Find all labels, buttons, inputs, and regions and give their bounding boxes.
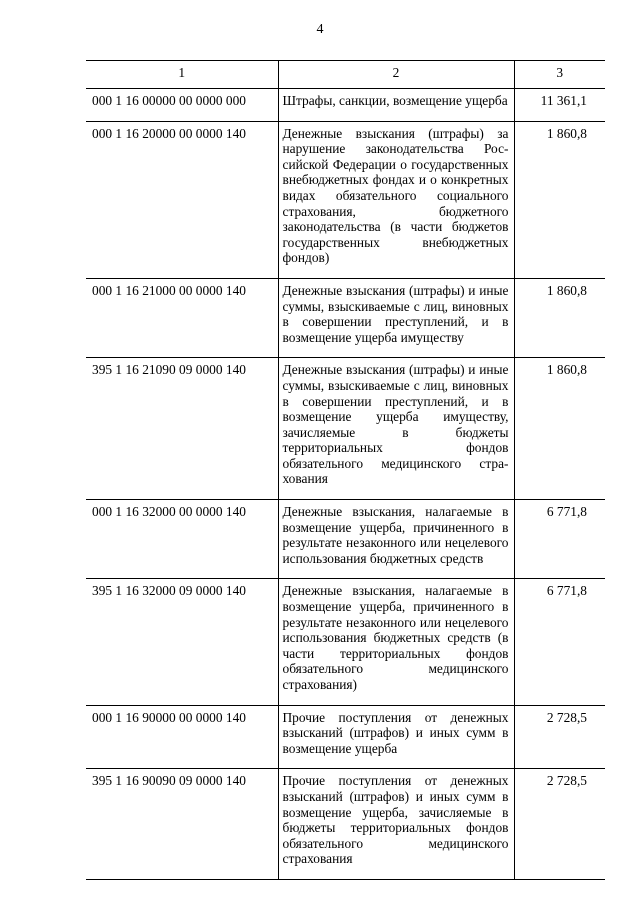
budget-code-cell: 000 1 16 20000 00 0000 140 — [86, 121, 278, 278]
table-row — [86, 358, 605, 500]
table-row — [86, 89, 605, 122]
header-row — [86, 61, 605, 89]
description-cell: Денежные взыскания (штрафы) и иные суммы, взыскиваемые с лиц, виновных в совершении преступлений, и в возмещение ущерба имуществу, зачисляемые в бюджеты территориальных фондов обязательного медицинского страхования — [278, 358, 514, 500]
table-row — [86, 579, 605, 705]
budget-code-cell: 000 1 16 32000 00 0000 140 — [86, 500, 278, 579]
amount-cell: 1 860,8 — [514, 121, 605, 278]
table-header — [86, 61, 605, 89]
column-header-1: 1 — [86, 61, 278, 89]
budget-code-cell: 395 1 16 21090 09 0000 140 — [86, 358, 278, 500]
table-row — [86, 500, 605, 579]
description-cell: Денежные взыскания, налагаемые в возмещение ущерба, причиненного в результате незаконного или нецелевого использования бюджетных средств — [278, 500, 514, 579]
description-cell: Штрафы, санкции, возмещение ущерба — [278, 89, 514, 122]
budget-code-cell: 000 1 16 21000 00 0000 140 — [86, 278, 278, 357]
table-row — [86, 705, 605, 769]
budget-code-cell: 395 1 16 32000 09 0000 140 — [86, 579, 278, 705]
table-row — [86, 121, 605, 278]
description-cell: Денежные взыскания, налагаемые в возмещение ущерба, причиненного в результате незаконного или нецелевого использования бюджетных средств (в части территориальных фондов обязательного медицинского страхования) — [278, 579, 514, 705]
amount-cell: 2 728,5 — [514, 705, 605, 769]
table-row — [86, 769, 605, 880]
description-cell: Прочие поступления от денежных взысканий (штрафов) и иных сумм в возмещение ущерба, зачисляемые в бюджеты территориальных фондов обязательного медицинского страхования — [278, 769, 514, 880]
table-body — [86, 89, 605, 880]
amount-cell: 6 771,8 — [514, 500, 605, 579]
amount-cell: 11 361,1 — [514, 89, 605, 122]
budget-code-cell: 395 1 16 90090 09 0000 140 — [86, 769, 278, 880]
amount-cell: 1 860,8 — [514, 278, 605, 357]
page-number: 4 — [316, 22, 324, 37]
description-cell: Денежные взыскания (штрафы) за нарушение законодательства Российской Федерации о государственных внебюджетных фондах и о конкретных видах обязательного социального страхования, бюджетного законодательства (в части бюджетов государственных внебюджетных фондов) — [278, 121, 514, 278]
budget-code-cell: 000 1 16 90000 00 0000 140 — [86, 705, 278, 769]
budget-revenue-table — [86, 60, 605, 880]
description-cell: Денежные взыскания (штрафы) и иные суммы, взыскиваемые с лиц, виновных в совершении преступлений, и в возмещение ущерба имуществу — [278, 278, 514, 357]
budget-code-cell: 000 1 16 00000 00 0000 000 — [86, 89, 278, 122]
table-row — [86, 278, 605, 357]
description-cell: Прочие поступления от денежных взысканий (штрафов) и иных сумм в возмещение ущерба — [278, 705, 514, 769]
amount-cell: 2 728,5 — [514, 769, 605, 880]
column-header-3: 3 — [514, 61, 605, 89]
column-header-2: 2 — [278, 61, 514, 89]
amount-cell: 6 771,8 — [514, 579, 605, 705]
amount-cell: 1 860,8 — [514, 358, 605, 500]
